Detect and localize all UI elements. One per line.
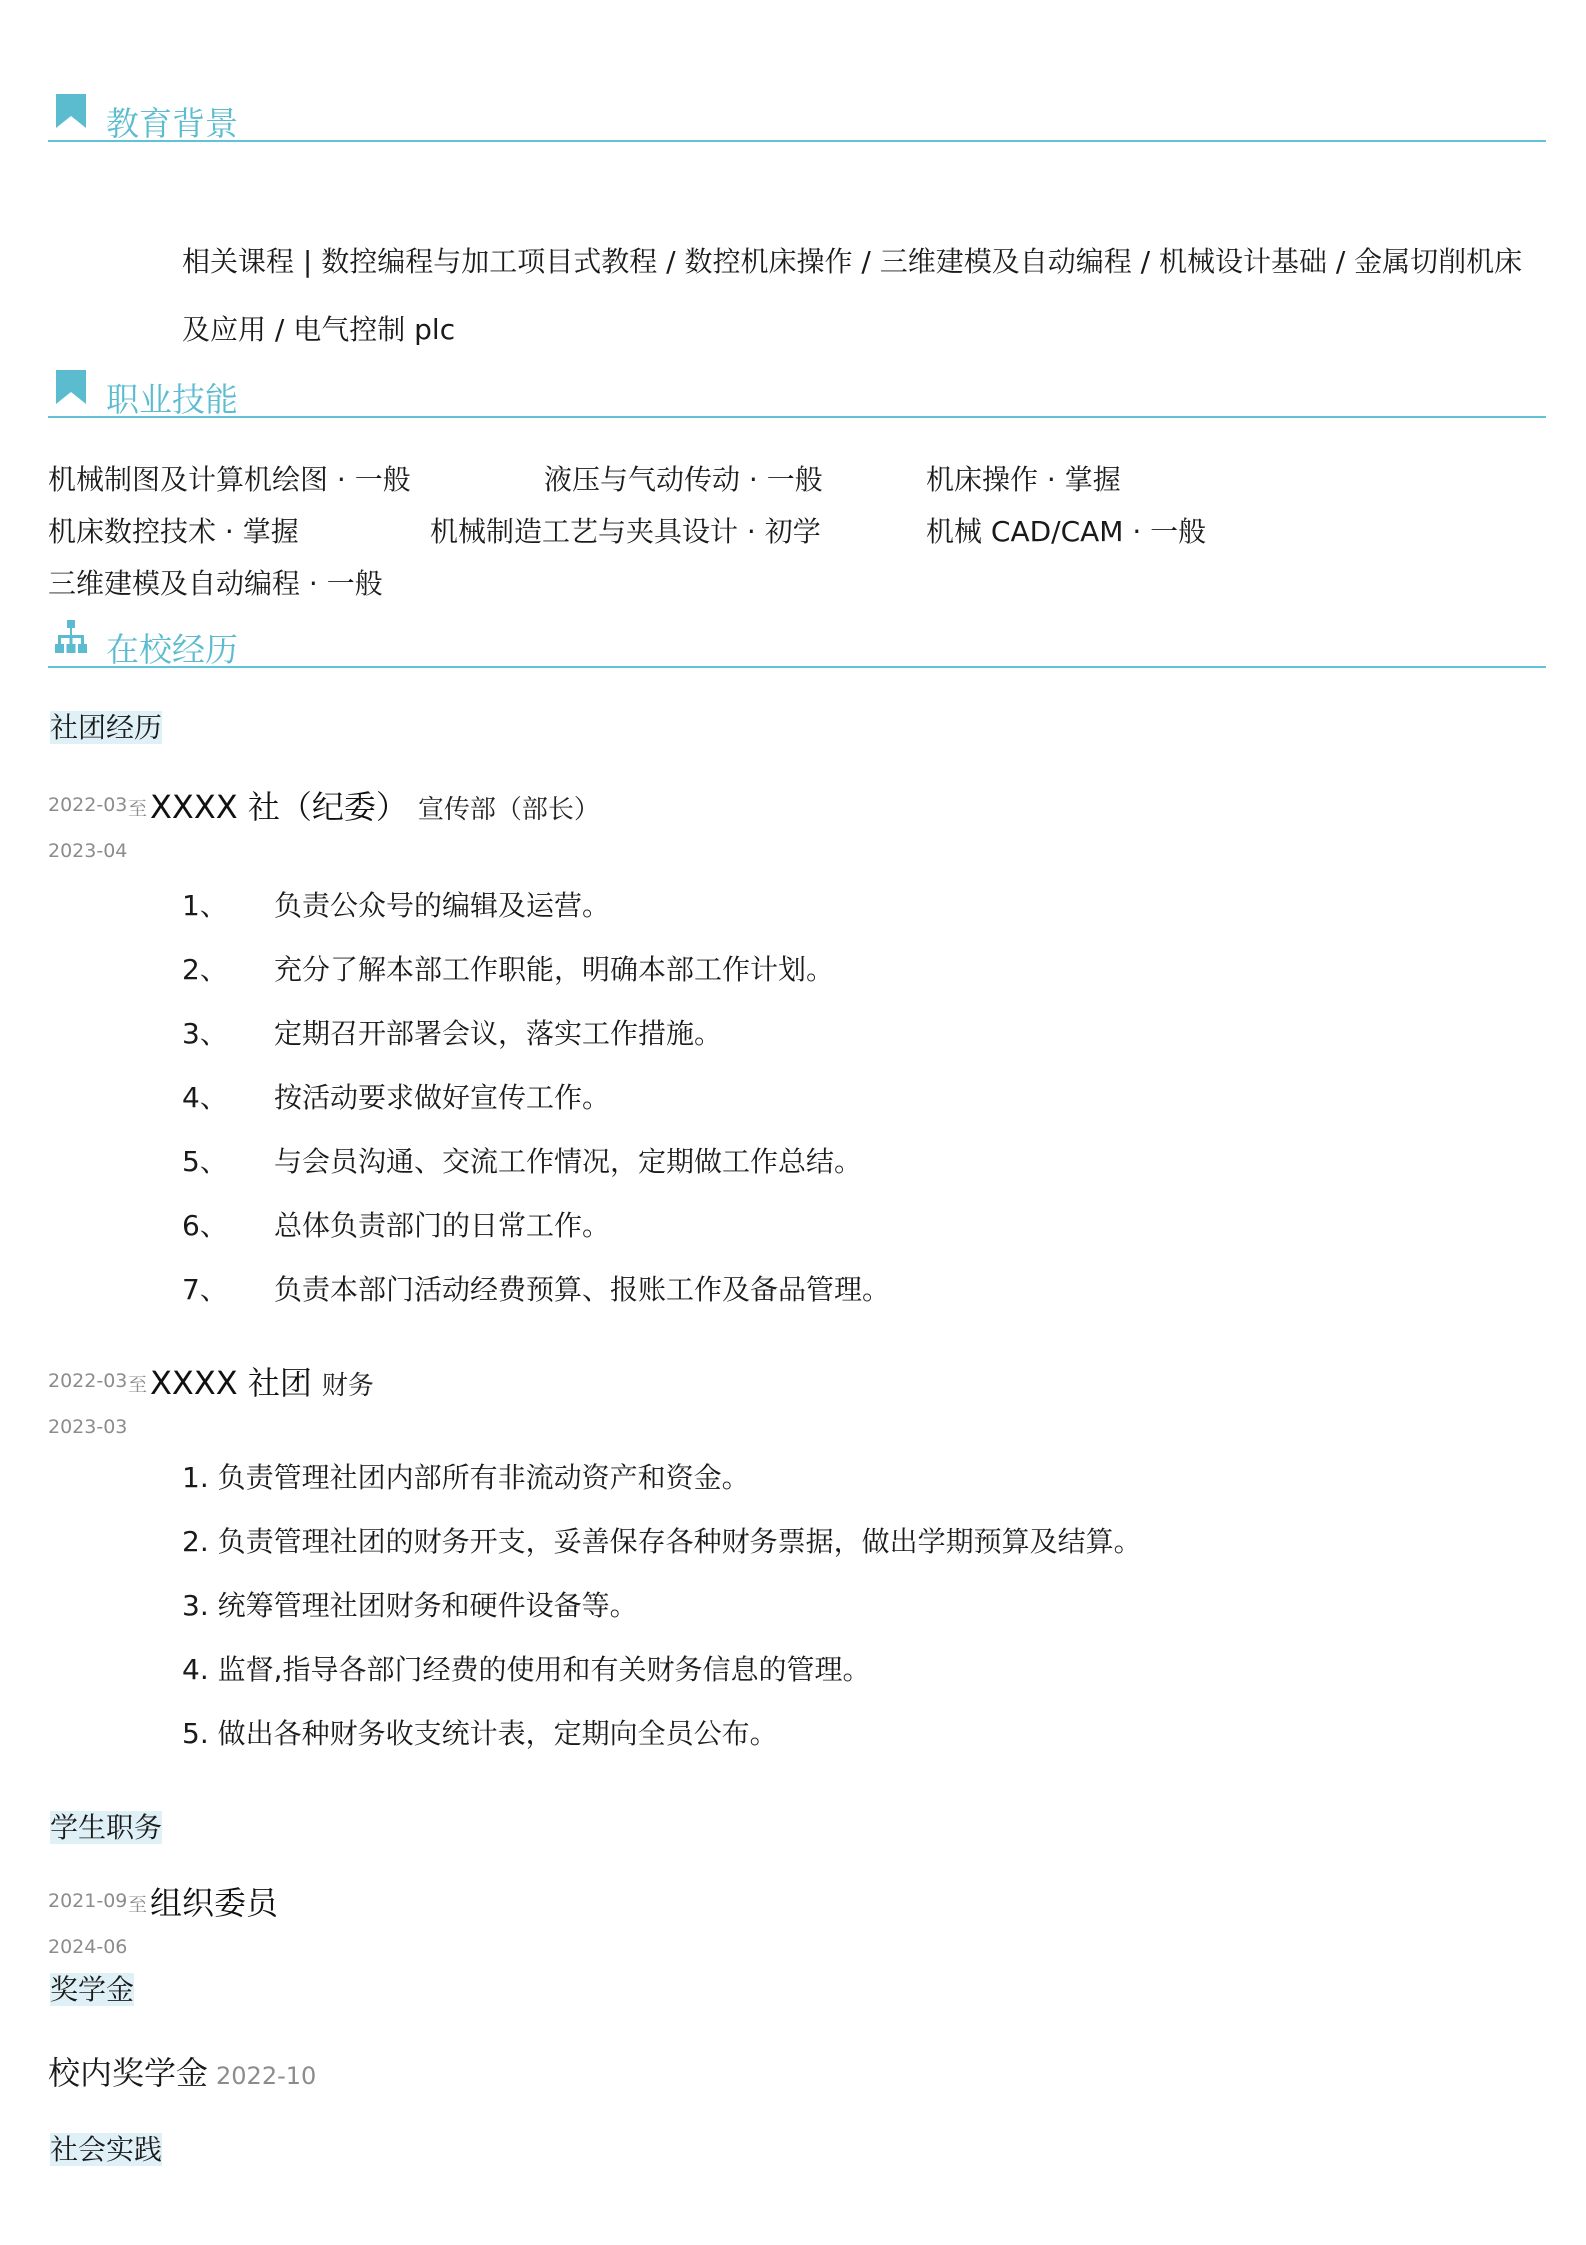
post-title: 组织委员: [150, 1884, 279, 1922]
date-to: 2023-03: [48, 1416, 128, 1438]
list-item: 1、 负责公众号的编辑及运营。: [182, 889, 611, 922]
date-from: 2022-03: [48, 1370, 128, 1392]
duty-list: [182, 1446, 1142, 1766]
club-entry: [48, 782, 848, 872]
role: 财务: [321, 1371, 374, 1401]
date-to: 2024-06: [48, 1936, 128, 1958]
list-item: 3、 定期召开部署会议，落实工作措施。: [182, 1017, 723, 1050]
bookmark-icon: [54, 92, 88, 130]
list-item: 7、 负责本部门活动经费预算、报账工作及备品管理。: [182, 1273, 891, 1306]
date-separator: 至: [128, 1894, 148, 1916]
skill-item: 液压与气动传动 · 一般: [544, 463, 823, 496]
organization: XXXX 社（纪委） 宣传部（部长）: [150, 788, 600, 826]
date-separator: 至: [128, 1374, 148, 1396]
organization: XXXX 社团 财务: [150, 1364, 374, 1402]
skills-section-header: [48, 368, 1546, 418]
bookmark-icon: [54, 368, 88, 406]
list-item: 1. 负责管理社团内部所有非流动资产和资金。: [182, 1461, 750, 1494]
skill-item: 机床数控技术 · 掌握: [48, 515, 299, 548]
campus-section-header: [48, 618, 1546, 668]
date-from: 2022-03: [48, 794, 128, 816]
org-chart-icon: [54, 618, 88, 656]
list-item: 4、 按活动要求做好宣传工作。: [182, 1081, 611, 1114]
list-item: 4. 监督,指导各部门经费的使用和有关财务信息的管理。: [182, 1653, 871, 1686]
club-entry: [48, 1358, 848, 1448]
subheading-social-practice: 社会实践: [50, 2133, 163, 2166]
list-item: 2、 充分了解本部工作职能，明确本部工作计划。: [182, 953, 835, 986]
scholarship-date: 2022-10: [216, 2062, 317, 2090]
section-title-campus: 在校经历: [106, 630, 238, 669]
skill-item: 三维建模及自动编程 · 一般: [48, 567, 383, 600]
scholarship-entry: [48, 2048, 316, 2094]
post-entry: [48, 1878, 648, 1968]
date-to: 2023-04: [48, 840, 128, 862]
list-item: 5、 与会员沟通、交流工作情况，定期做工作总结。: [182, 1145, 863, 1178]
subheading-student-posts: 学生职务: [50, 1811, 163, 1844]
date-separator: 至: [128, 798, 148, 820]
list-item: 3. 统筹管理社团财务和硬件设备等。: [182, 1589, 638, 1622]
related-courses: 相关课程 | 数控编程与加工项目式教程 / 数控机床操作 / 三维建模及自动编程 / 机械设计基础 / 金属切削机床及应用 / 电气控制 plc: [182, 245, 1523, 346]
date-from: 2021-09: [48, 1890, 128, 1912]
skill-item: 机械 CAD/CAM · 一般: [926, 515, 1207, 548]
list-item: 2. 负责管理社团的财务开支，妥善保存各种财务票据，做出学期预算及结算。: [182, 1525, 1142, 1558]
section-title-education: 教育背景: [106, 104, 238, 143]
list-item: 5. 做出各种财务收支统计表，定期向全员公布。: [182, 1717, 778, 1750]
skill-item: 机械制图及计算机绘图 · 一般: [48, 463, 411, 496]
list-item: 6、 总体负责部门的日常工作。: [182, 1209, 611, 1242]
section-title-skills: 职业技能: [106, 380, 238, 419]
subheading-clubs: 社团经历: [50, 711, 163, 744]
role: 宣传部（部长）: [417, 795, 600, 825]
skill-item: 机床操作 · 掌握: [926, 463, 1121, 496]
skill-item: 机械制造工艺与夹具设计 · 初学: [430, 515, 821, 548]
duty-list: [182, 874, 890, 1322]
scholarship-name: 校内奖学金: [48, 2054, 209, 2092]
subheading-scholarship: 奖学金: [50, 1973, 135, 2006]
education-section-header: [48, 92, 1546, 142]
